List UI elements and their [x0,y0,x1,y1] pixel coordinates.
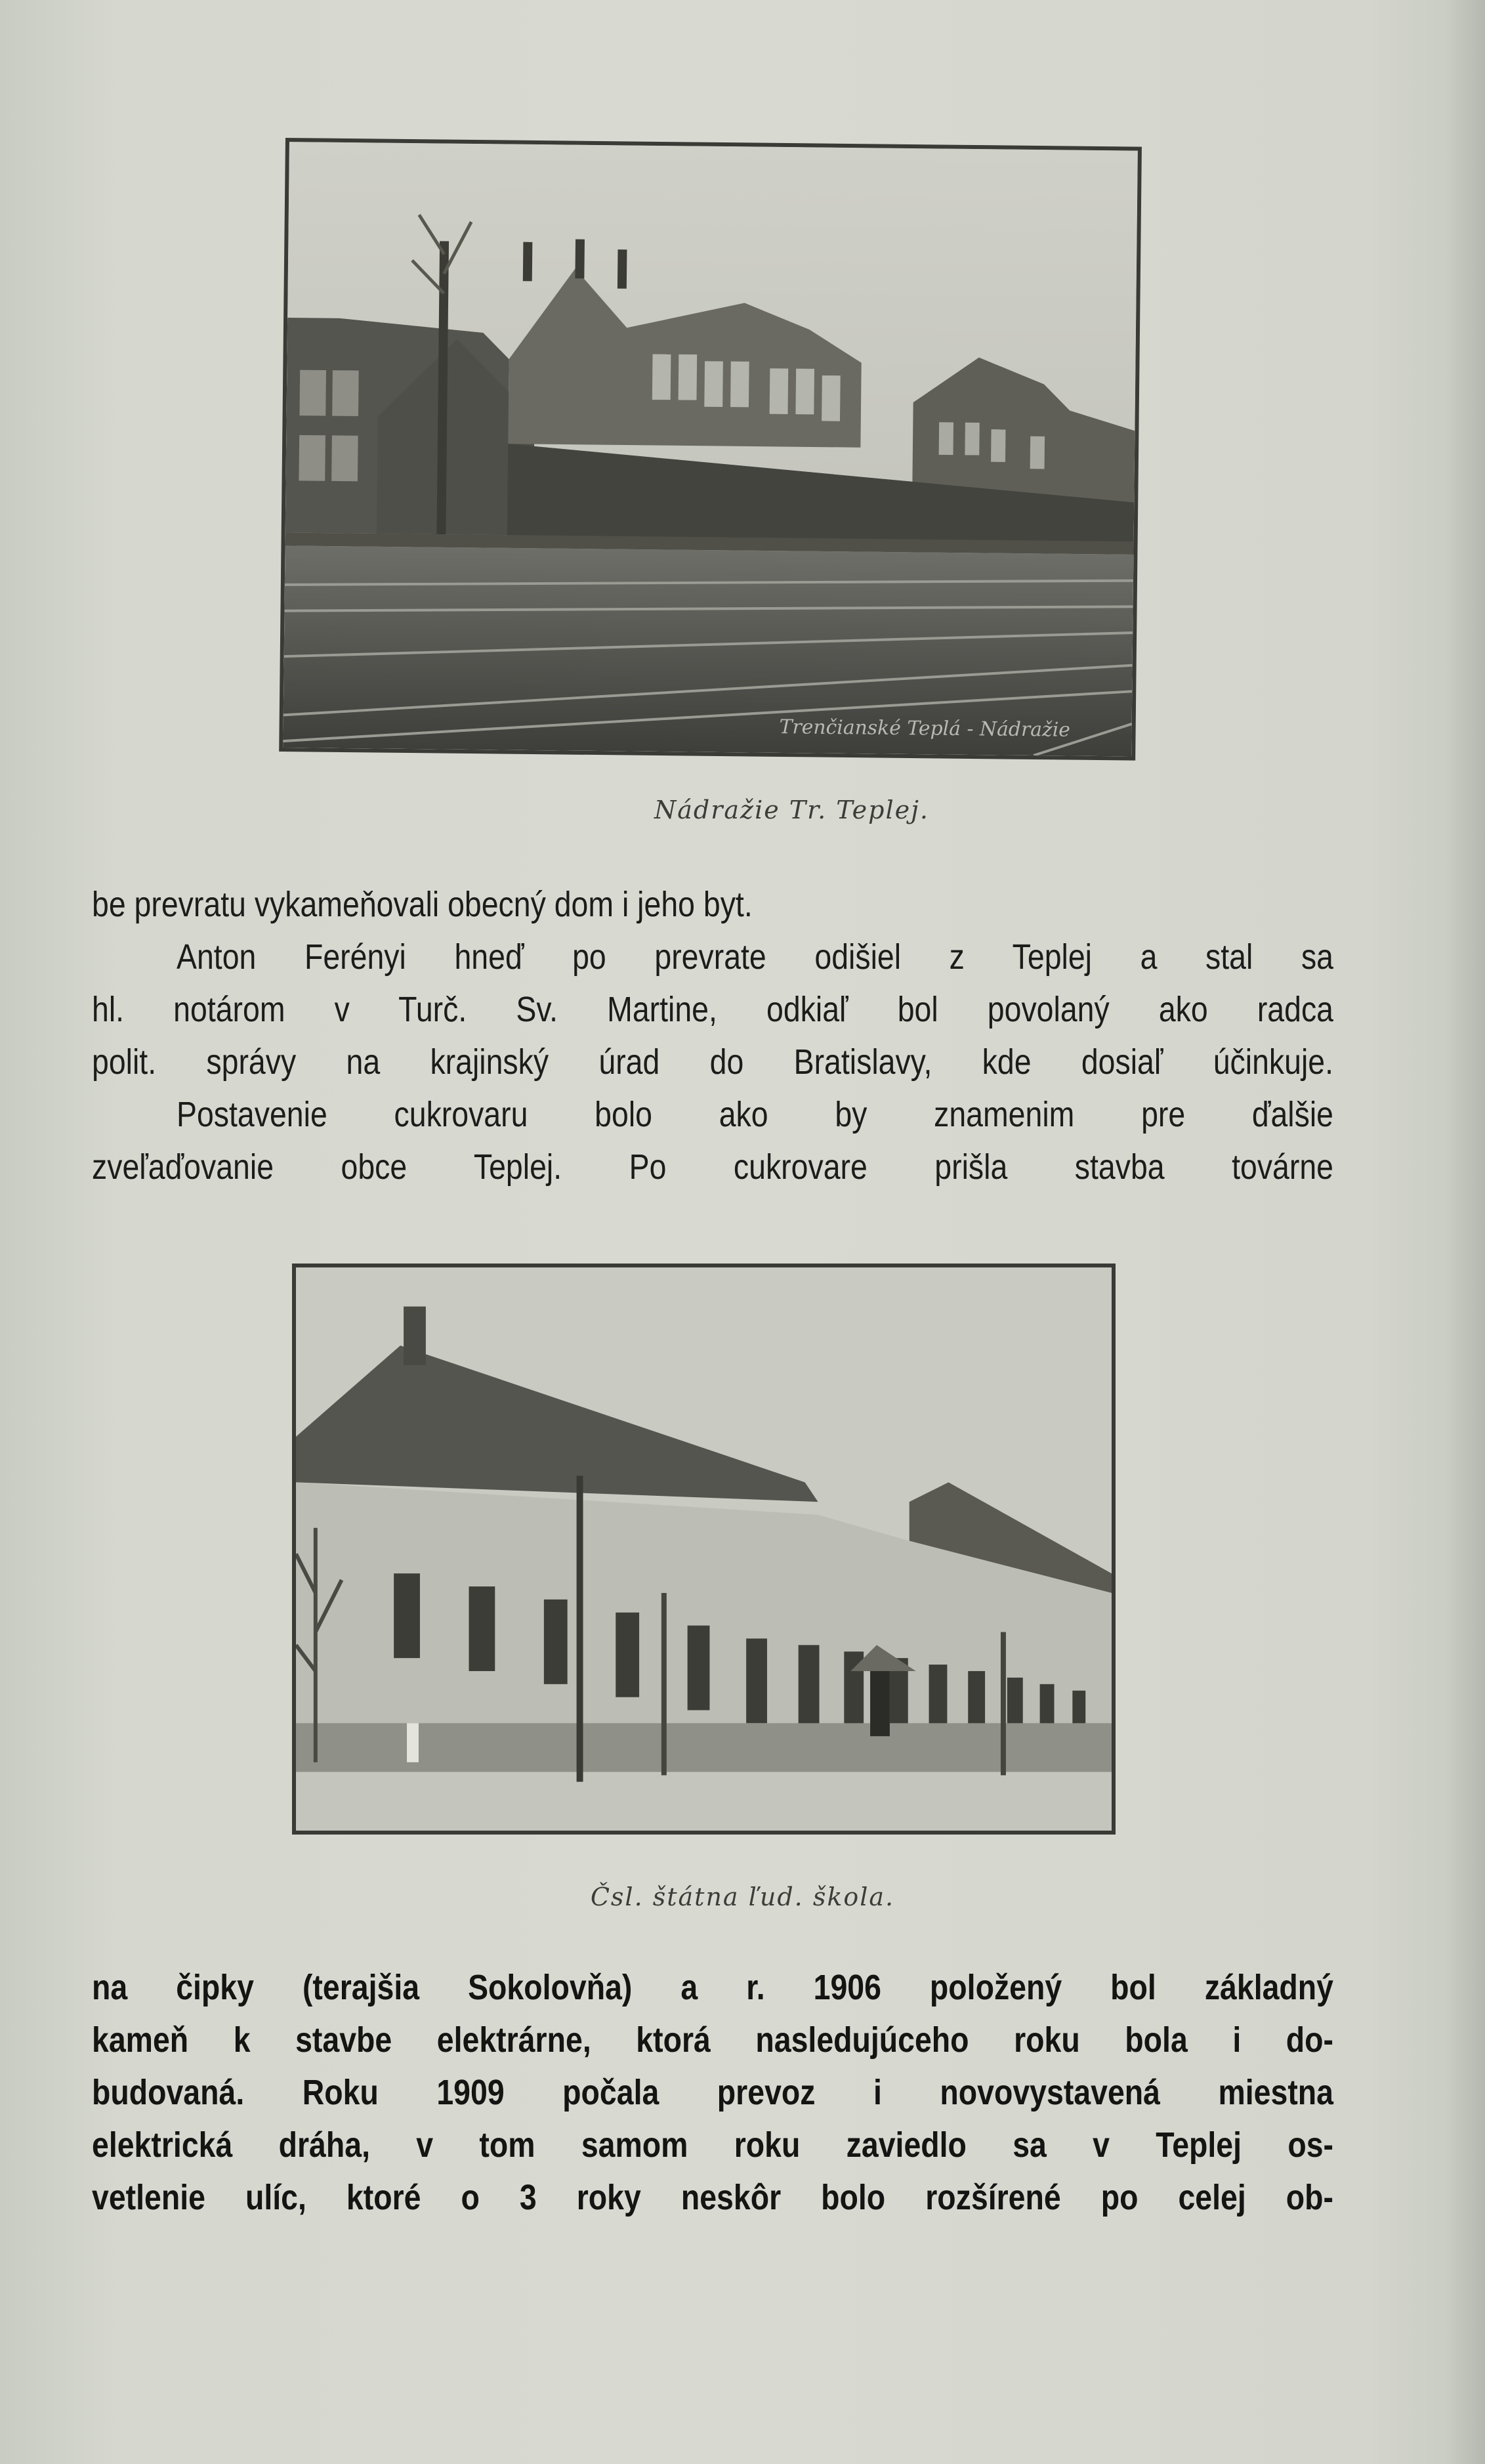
text-line: be prevratu vykameňovali obecný dom i jeho byt. [92,885,753,924]
railway-station-photo [279,138,1142,761]
text-line: vetlenie ulíc, ktoré o 3 roky neskôr bolo rozšírené po celej ob- [92,2178,1333,2217]
text-line: elektrická dráha, v tom samom roku zaviedlo sa v Teplej os- [92,2125,1333,2165]
text-line: Postavenie cukrovaru bolo ako by znamenim pre ďalšie [177,1095,1333,1134]
body-text-top [92,878,1333,1193]
photo-caption-station: Nádražie Tr. Teplej. [654,796,929,824]
text-line: kameň k stavbe elektrárne, ktorá nasledujúceho roku bola i do- [92,2020,1333,2060]
body-text-bottom [92,1961,1333,2224]
text-line: budovaná. Roku 1909 počala prevoz i novovystavená miestna [92,2073,1333,2112]
text-line: hl. notárom v Turč. Sv. Martine, odkiaľ bol povolaný ako radca [92,990,1333,1029]
text-line: polit. správy na krajinský úrad do Bratislavy, kde dosiaľ účinkuje. [92,1042,1333,1082]
railway-station-image [283,142,1138,756]
school-building-photo [292,1264,1116,1835]
photo-inset-label: Trenčianské Teplá - Nádražie [779,715,1071,742]
photo-caption-school: Čsl. štátna ľud. škola. [590,1882,895,1911]
text-line: na čipky (terajšia Sokolovňa) a r. 1906 položený bol základný [92,1968,1333,2007]
text-line: zveľaďovanie obce Teplej. Po cukrovare prišla stavba továrne [92,1147,1333,1187]
text-line: Anton Ferényi hneď po prevrate odišiel z Teplej a stal sa [177,937,1333,977]
school-building-image [296,1267,1112,1831]
